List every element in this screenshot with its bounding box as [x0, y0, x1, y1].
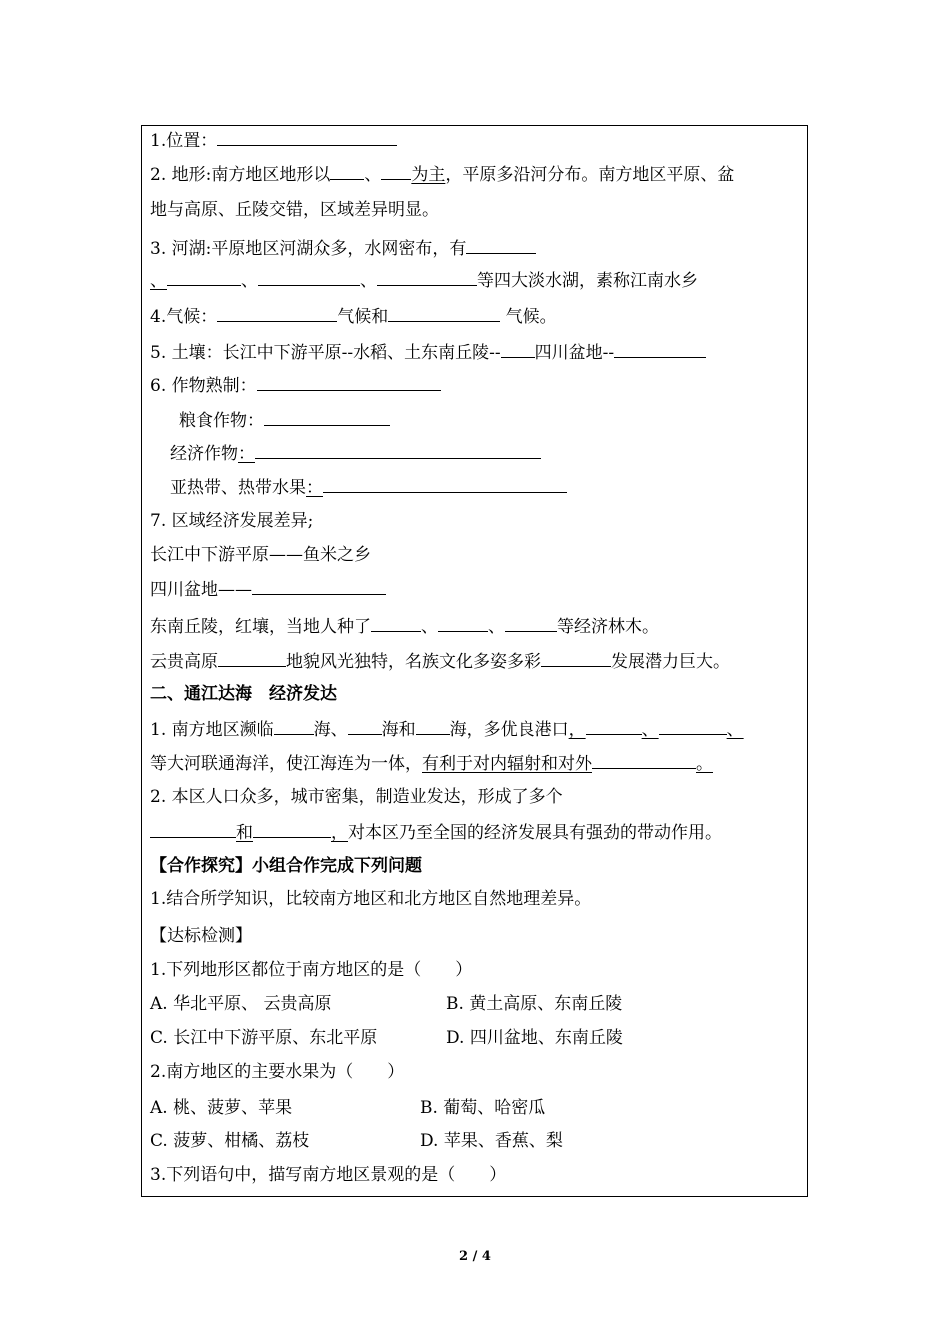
blank [217, 128, 397, 146]
q4-line: 4.气候： 气候和 气候。 [150, 304, 557, 328]
check-q2-option-c: C. 菠萝、柑橘、荔枝 [150, 1131, 310, 1151]
q2-line: 2. 地形:南方地区地形以 、 为主，平原多沿河分布。南方地区平原、盆 [150, 162, 734, 186]
blank [348, 717, 382, 735]
blank [371, 614, 421, 632]
q7-line-d: 东南丘陵，红壤，当地人种了 、 、 等经济林木。 [150, 614, 659, 638]
blank [381, 162, 411, 180]
q6-fruit-line: 亚热带、热带水果： [170, 475, 567, 499]
blank [257, 373, 441, 391]
blank [501, 340, 535, 358]
check-q2-option-d: D. 苹果、香蕉、梨 [420, 1131, 563, 1151]
s2q1-line-2: 等大河联通海洋，使江海连为一体，有利于对内辐射和对外 。 [150, 751, 713, 775]
q6-line: 6. 作物熟制： [150, 373, 441, 397]
check-q1-option-a: A. 华北平原、 云贵高原 [150, 994, 332, 1014]
blank [466, 236, 536, 254]
coop-title: 【合作探究】小组合作完成下列问题 [150, 856, 422, 876]
q7-line-c: 四川盆地—— [150, 577, 386, 601]
s2q2-line-2: 和 ，对本区乃至全国的经济发展具有强劲的带动作用。 [150, 820, 722, 844]
check-q2-option-b: B. 葡萄、哈密瓜 [420, 1098, 546, 1118]
q3-line-2: 、 、 、 等四大淡水湖，素称江南水乡 [150, 268, 698, 292]
q3-line: 3. 河湖:平原地区河湖众多，水网密布，有 [150, 236, 536, 260]
q7-line: 7. 区域经济发展差异; [150, 511, 314, 531]
blank [592, 751, 696, 769]
check-q2-option-a: A. 桃、菠萝、苹果 [150, 1098, 293, 1118]
blank [255, 441, 541, 459]
coop-q1: 1.结合所学知识，比较南方地区和北方地区自然地理差异。 [150, 889, 592, 909]
check-q2-stem: 2.南方地区的主要水果为（ ） [150, 1062, 405, 1082]
blank [218, 649, 286, 667]
blank [252, 577, 386, 595]
check-q1-option-d: D. 四川盆地、东南丘陵 [446, 1028, 623, 1048]
q6-grain-line: 粮食作物： [179, 408, 390, 432]
blank [274, 717, 314, 735]
blank [586, 717, 642, 735]
blank [438, 614, 488, 632]
q2-line-2: 地与高原、丘陵交错，区域差异明显。 [150, 200, 439, 220]
blank [253, 820, 331, 838]
blank [167, 268, 241, 286]
blank [659, 717, 727, 735]
blank [264, 408, 390, 426]
check-q1-stem: 1.下列地形区都位于南方地区的是（ ） [150, 960, 473, 980]
s2q1-line: 1. 南方地区濒临 海、 海和 海，多优良港口， 、 、 [150, 717, 744, 741]
check-q1-option-c: C. 长江中下游平原、东北平原 [150, 1028, 378, 1048]
blank [150, 820, 236, 838]
q7-line-e: 云贵高原 地貌风光独特，名族文化多姿多彩 发展潜力巨大。 [150, 649, 730, 673]
blank [388, 304, 500, 322]
check-q3-stem: 3.下列语句中，描写南方地区景观的是（ ） [150, 1165, 507, 1185]
page-number: 2 / 4 [459, 1249, 491, 1264]
blank [505, 614, 557, 632]
blank [416, 717, 450, 735]
blank [258, 268, 360, 286]
blank [217, 304, 337, 322]
blank [541, 649, 611, 667]
blank [330, 162, 364, 180]
check-title: 【达标检测】 [150, 926, 252, 946]
blank [377, 268, 477, 286]
q7-line-b: 长江中下游平原——鱼米之乡 [150, 545, 371, 565]
s2q2-line: 2. 本区人口众多，城市密集，制造业发达，形成了多个 [150, 787, 563, 807]
q6-economic-line: 经济作物： [170, 441, 541, 465]
q1-line: 1.位置： [150, 128, 397, 152]
section2-title: 二、通江达海 经济发达 [150, 684, 337, 704]
blank [323, 475, 567, 493]
blank [614, 340, 706, 358]
check-q1-option-b: B. 黄土高原、东南丘陵 [446, 994, 623, 1014]
q5-line: 5. 土壤：长江中下游平原--水稻、土东南丘陵-- 四川盆地-- [150, 340, 706, 364]
